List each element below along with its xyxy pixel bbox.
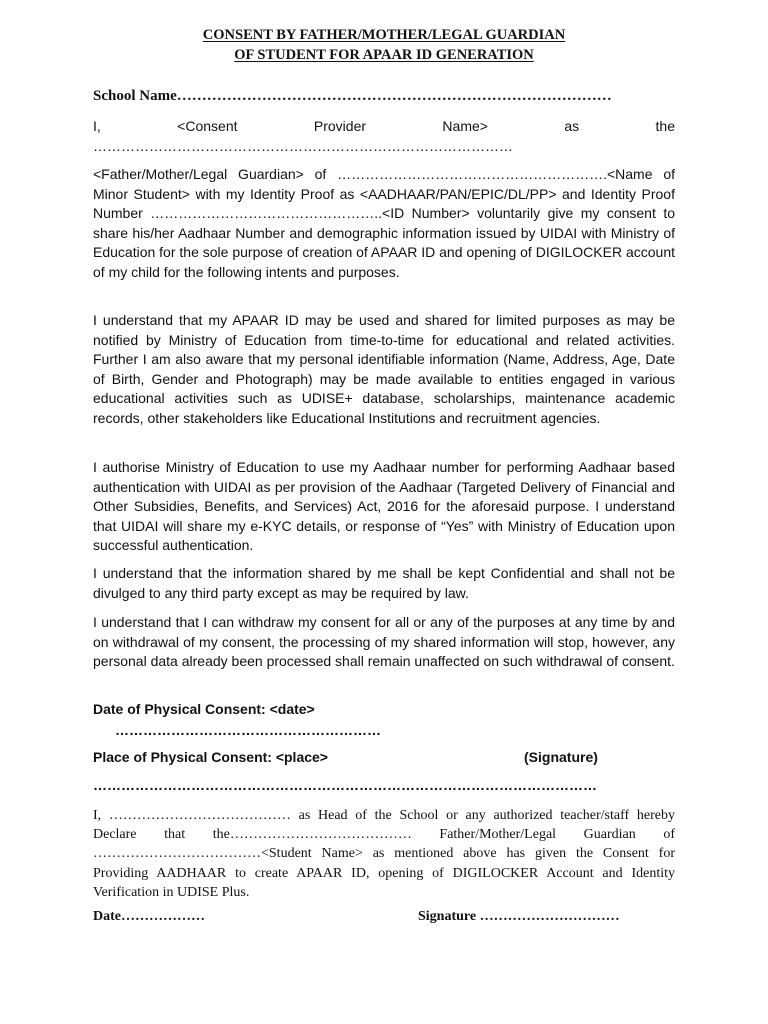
school-name-field: School Name…………………………………………………………………………… (93, 88, 612, 104)
paragraph-confidentiality: I understand that the information shared by me shall be kept Confidential and shall not be divulged to any third party except as may be required by law. (93, 565, 675, 601)
form-title-line2: OF STUDENT FOR APAAR ID GENERATION (234, 47, 534, 63)
intro-word-consent: <Consent (177, 118, 238, 134)
intro-word-i: I, (93, 118, 101, 134)
paragraph-consent-details: <Father/Mother/Legal Guardian> of ………………………………………………….<Name of Minor Student> with my Identity Proof as <AADHAAR/PAN/EPIC/DL/PP> and Identity Proof Number …………………………………………..<ID Number> voluntarily give my consent to share his/her Aadhaar Number and demographic information issued by UIDAI with Ministry of Education for the sole purpose of creation of APAAR ID and opening of DIGILOCKER account of my child for the following intents and purposes. (93, 166, 675, 280)
intro-word-provider: Provider (313, 118, 367, 134)
intro-dots: ……………………………………………………………………………… (93, 137, 513, 154)
intro-word-the: the (655, 118, 675, 134)
signature-label: (Signature) (524, 749, 598, 765)
declaration-paragraph: I, ………………………………… as Head of the School or any authorized teacher/staff hereby Declare that the………………………………… Father/Mother/Legal Guardian of ………………………………<Student Name> as mentioned above has given the Consent for Providing AADHAAR to create APAAR ID, opening of DIGILOCKER Account and Identity Verification in UDISE Plus. (93, 808, 675, 900)
paragraph-aadhaar-authorisation: I authorise Ministry of Education to use my Aadhaar number for performing Aadhaar based authentication with UIDAI as per provision of the Aadhaar (Targeted Delivery of Financial and Other Subsidies, Benefits, and Services) Act, 2016 for the aforesaid purpose. I understand that UIDAI will share my e-KYC details, or response of “Yes” with Ministry of Education upon successful authentication. (93, 459, 675, 554)
footer-signature: Signature ………………………… (418, 909, 620, 924)
separator-dots: ……………………………………………………………………………………………… (93, 777, 597, 793)
intro-block (93, 117, 675, 156)
paragraph-withdrawal: I understand that I can withdraw my consent for all or any of the purposes at any time by and on withdrawal of my consent, the processing of my shared information will stop, however, any personal data already been processed shall remain unaffected on such withdrawal of consent. (93, 614, 675, 670)
intro-line (93, 117, 675, 137)
intro-word-name: Name> (442, 118, 488, 134)
date-dots: ………………………………………………… (115, 722, 381, 738)
paragraph-apaar-usage: I understand that my APAAR ID may be used and shared for limited purposes as may be notified by Ministry of Education from time-to-time for educational and related activities. Further I am also aware that my personal identifiable information (Name, Address, Age, Date of Birth, Gender and Photograph) may be made available to entities engaged in various educational activities such as UDISE+ database, scholarships, maintenance academic records, other stakeholders like Educational Institutions and recruitment agencies. (93, 312, 675, 426)
form-title-line1: CONSENT BY FATHER/MOTHER/LEGAL GUARDIAN (202, 27, 566, 43)
footer-date: Date……………… (93, 909, 205, 924)
place-of-consent-label: Place of Physical Consent: <place> (93, 749, 328, 765)
intro-word-as: as (564, 118, 580, 134)
date-of-consent-label: Date of Physical Consent: <date> (93, 701, 315, 717)
